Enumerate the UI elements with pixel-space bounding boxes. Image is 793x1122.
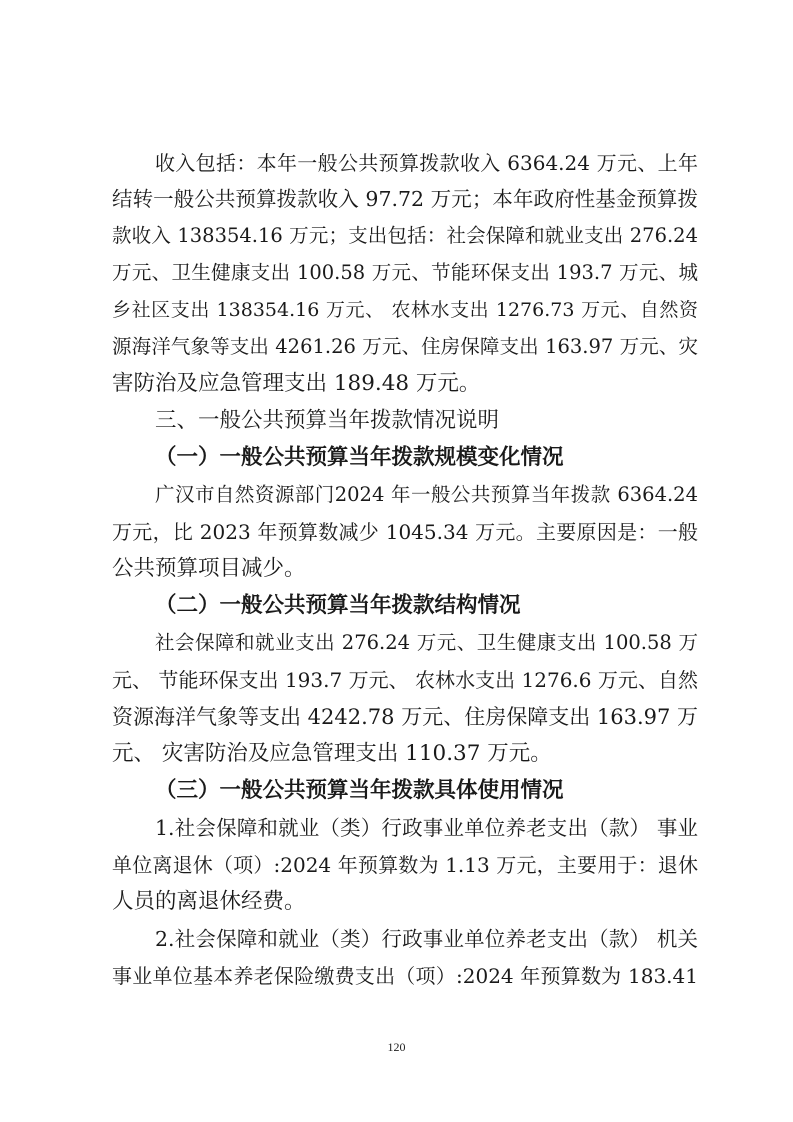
subsection-heading: （二）一般公共预算当年拨款结构情况 bbox=[155, 593, 521, 618]
subsection-heading: （三）一般公共预算当年拨款具体使用情况 bbox=[155, 778, 564, 803]
paragraph-line: 社会保障和就业支出 276.24 万元、卫生健康支出 100.58 万 bbox=[155, 631, 698, 654]
paragraph-line: 公共预算项目减少。 bbox=[112, 556, 306, 581]
paragraph-line: 收入包括：本年一般公共预算拨款收入 6364.24 万元、上年 bbox=[155, 151, 698, 175]
page-number: 120 bbox=[387, 1040, 406, 1054]
paragraph-line: 单位离退休（项）:2024 年预算数为 1.13 万元，主要用于：退休 bbox=[112, 853, 698, 877]
paragraph-line: 害防治及应急管理支出 189.48 万元。 bbox=[112, 371, 481, 396]
paragraph-line: 广汉市自然资源部门2024 年一般公共预算当年拨款 6364.24 bbox=[155, 483, 698, 506]
paragraph-line: 1.社会保障和就业（类）行政事业单位养老支出（款） 事业 bbox=[155, 816, 698, 840]
section-heading: 三、一般公共预算当年拨款情况说明 bbox=[155, 408, 500, 433]
paragraph-line: 结转一般公共预算拨款收入 97.72 万元；本年政府性基金预算拨 bbox=[112, 187, 698, 211]
paragraph-line: 元、 灾害防治及应急管理支出 110.37 万元。 bbox=[112, 741, 552, 766]
paragraph-line: 人员的离退休经费。 bbox=[112, 889, 306, 914]
paragraph-line: 万元，比 2023 年预算数减少 1045.34 万元。主要原因是：一般 bbox=[112, 520, 698, 544]
paragraph-line: 资源海洋气象等支出 4242.78 万元、住房保障支出 163.97 万 bbox=[112, 705, 699, 729]
paragraph-line: 2.社会保障和就业（类）行政事业单位养老支出（款） 机关 bbox=[155, 927, 698, 951]
paragraph-line: 源海洋气象等支出 4261.26 万元、住房保障支出 163.97 万元、灾 bbox=[112, 335, 698, 358]
paragraph-line: 乡社区支出 138354.16 万元、 农林水支出 1276.73 万元、自然资 bbox=[112, 299, 698, 321]
paragraph-line: 元、 节能环保支出 193.7 万元、 农林水支出 1276.6 万元、自然 bbox=[112, 668, 698, 692]
paragraph-line: 万元、卫生健康支出 100.58 万元、节能环保支出 193.7 万元、城 bbox=[112, 261, 698, 284]
paragraph-line: 款收入 138354.16 万元；支出包括：社会保障和就业支出 276.24 bbox=[112, 224, 698, 247]
subsection-heading: （一）一般公共预算当年拨款规模变化情况 bbox=[155, 445, 564, 470]
paragraph-line: 事业单位基本养老保险缴费支出（项）:2024 年预算数为 183.41 bbox=[112, 964, 698, 988]
